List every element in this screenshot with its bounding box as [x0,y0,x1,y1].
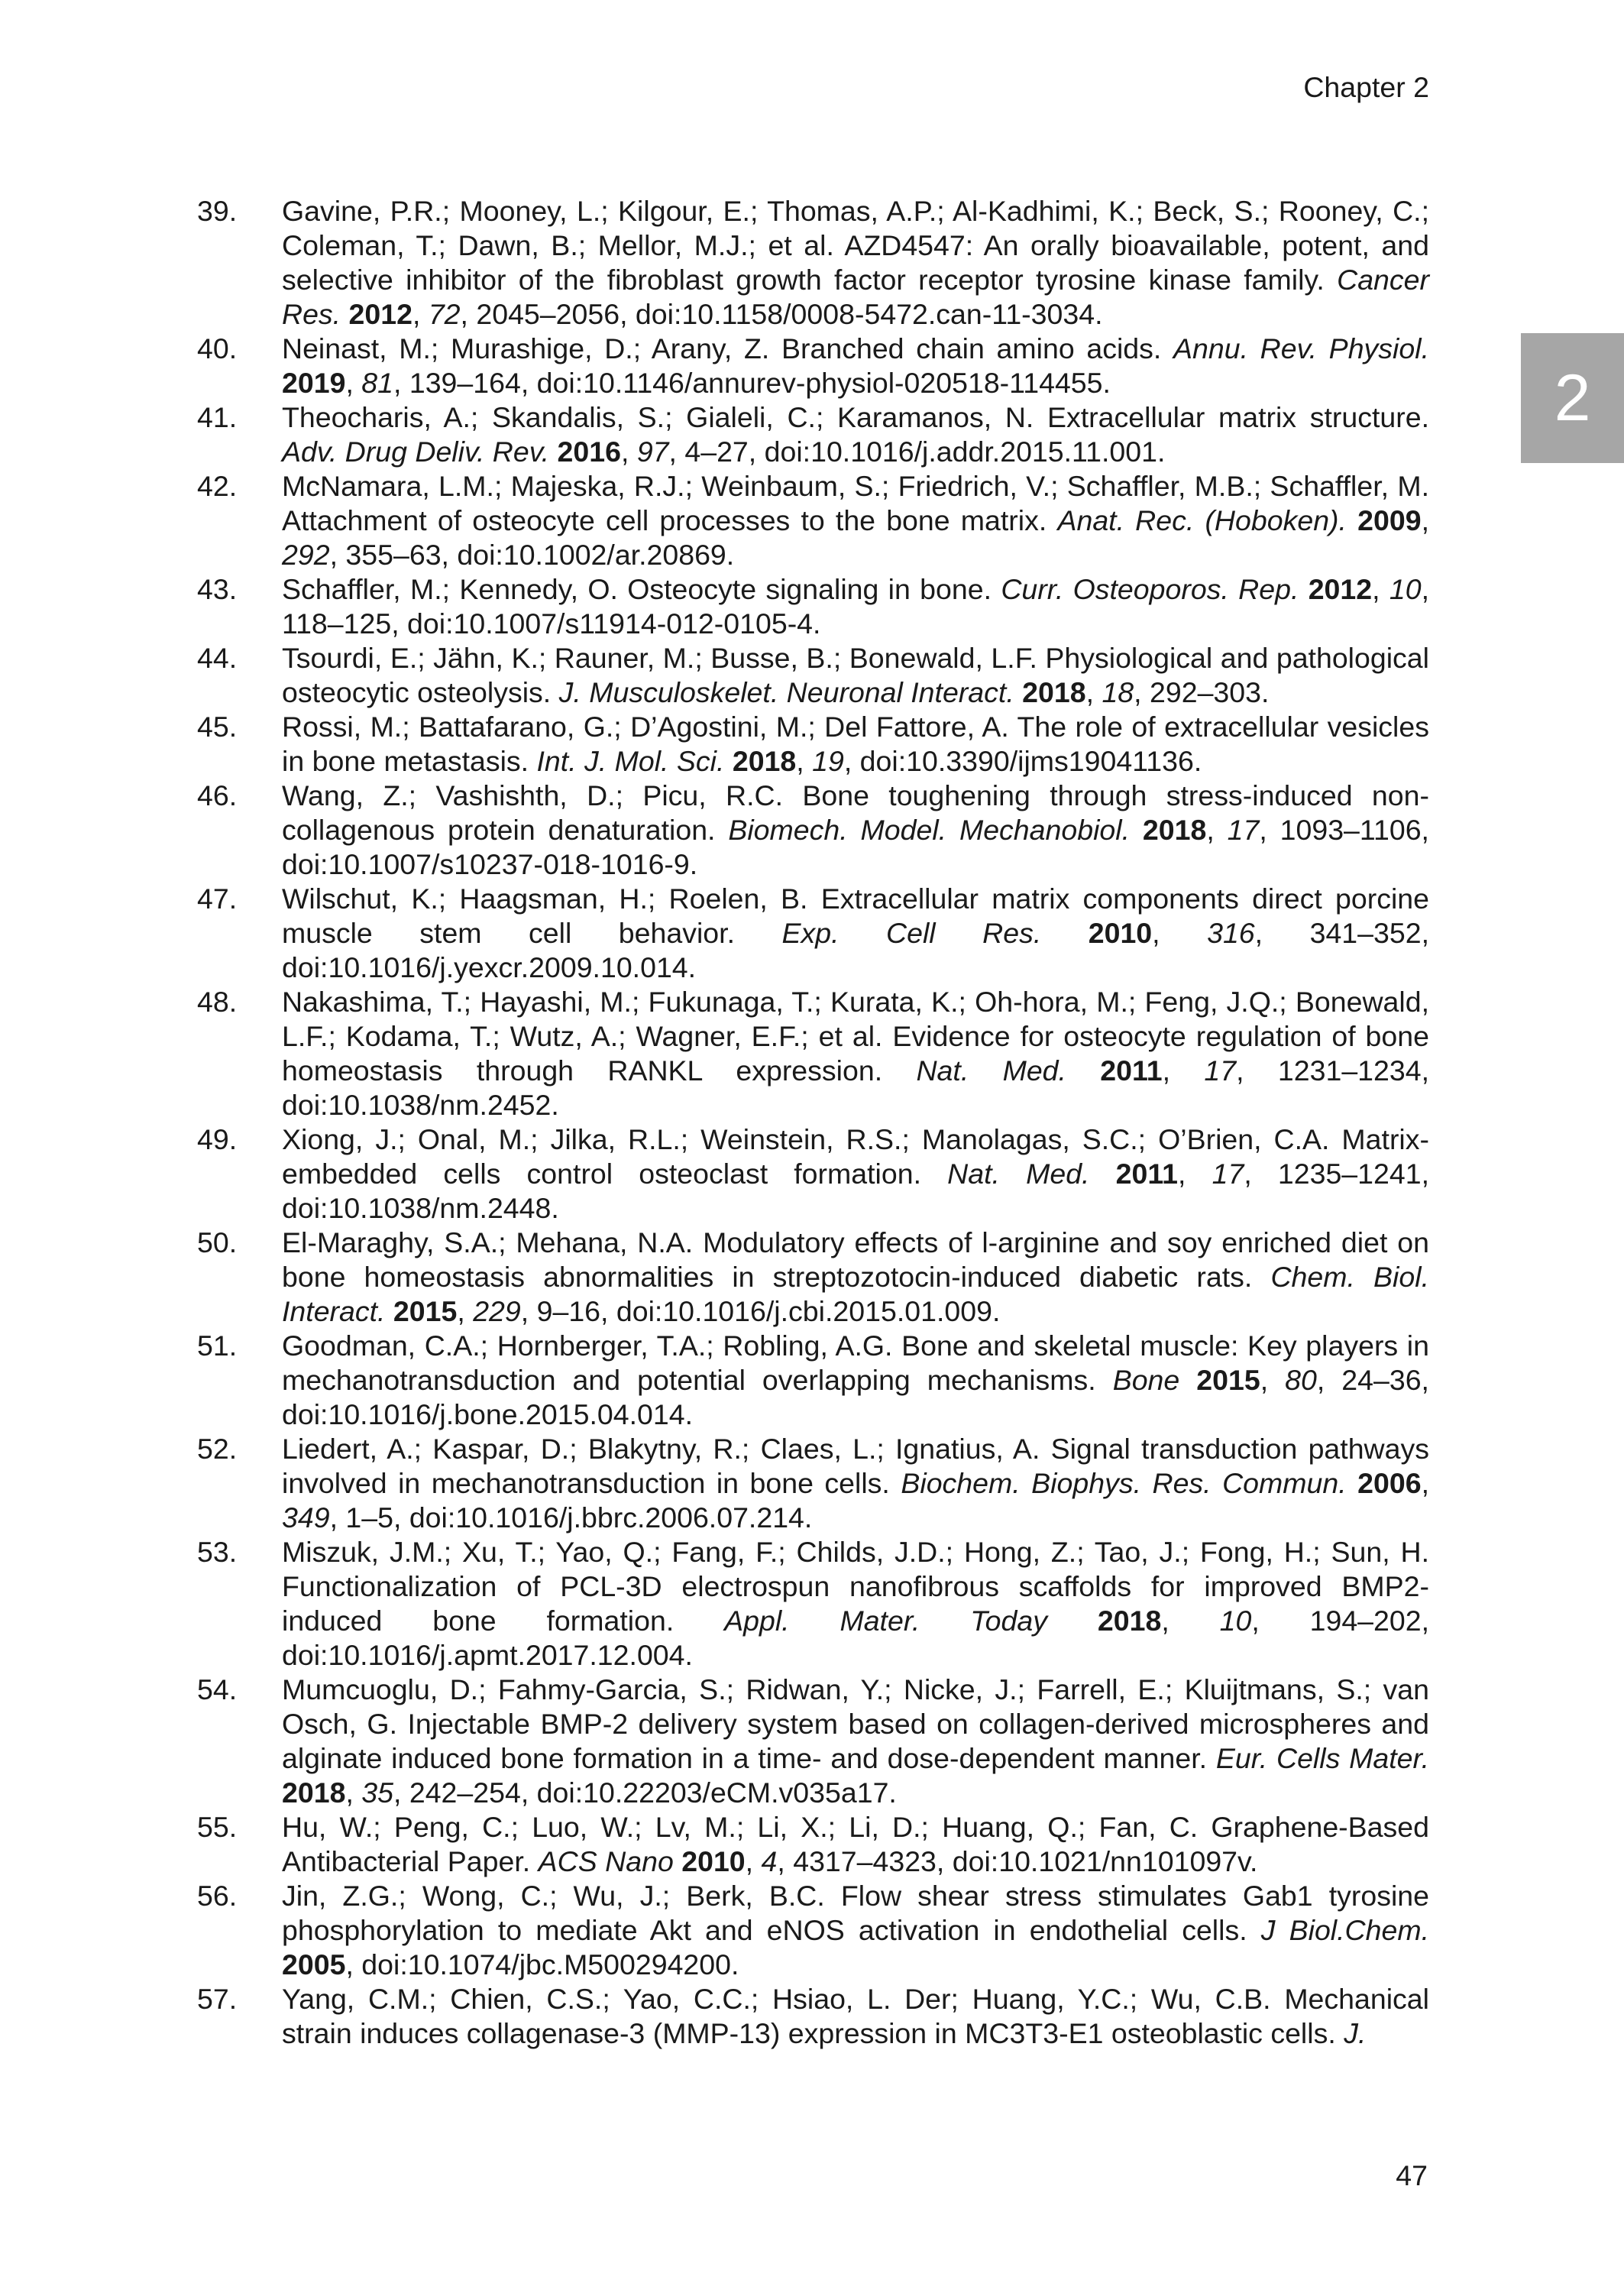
citation-text: , 355–63, doi:10.1002/ar.20869. [329,539,735,571]
reference-citation [282,882,1429,985]
citation-text: , 4317–4323, doi:10.1021/nn101097v. [777,1845,1258,1877]
reference-citation [282,1329,1429,1432]
citation-text: Schaffler, M.; Kennedy, O. Osteocyte signaling in bone. [282,573,1001,605]
citation-text: , 139–164, doi:10.1146/annurev-physiol-020518-114455. [393,367,1111,399]
citation-text: , [796,745,813,777]
reference-number: 55. [197,1811,238,1843]
citation-text [1299,573,1308,605]
reference-item [197,779,1429,882]
reference-item [197,1982,1429,2051]
citation-text: Theocharis, A.; Skandalis, S.; Gialeli, C.; Karamanos, N. Extracellular matrix structure. [282,401,1429,433]
citation-text [1089,1158,1115,1190]
citation-text: , 242–254, doi:10.22203/eCM.v035a17. [393,1776,897,1809]
citation-text: , [345,1776,362,1809]
reference-item [197,194,1429,332]
citation-text: , [1178,1158,1212,1190]
citation-italic: 19 [812,745,844,777]
citation-text: , [1372,573,1389,605]
citation-bold: 2016 [557,436,621,468]
citation-italic: Annu. Rev. Physiol. [1173,332,1429,364]
citation-text: , 1235–1241, doi:10.1038/nm.2448. [282,1158,1430,1224]
citation-text: Hu, W.; Peng, C.; Luo, W.; Lv, M.; Li, X.; Li, D.; Huang, Q.; Fan, C. Graphene-Based Antibacterial Paper. [282,1811,1429,1877]
citation-text [1047,1605,1098,1637]
citation-text: , [1162,1054,1205,1087]
citation-bold: 2011 [1100,1054,1163,1087]
reference-number: 52. [197,1433,238,1465]
citation-text [549,436,557,468]
citation-text: , 4–27, doi:10.1016/j.addr.2015.11.001. [668,436,1166,468]
citation-text: Jin, Z.G.; Wong, C.; Wu, J.; Berk, B.C. Flow shear stress stimulates Gab1 tyrosine phosphorylation to mediate Akt and eNOS activation in endothelial cells. [282,1880,1429,1946]
citation-bold: 2018 [1142,814,1207,846]
citation-text: , [1085,676,1102,708]
citation-italic: Nat. Med. [947,1158,1090,1190]
reference-item [197,1810,1429,1879]
citation-bold: 2009 [1357,504,1422,536]
citation-text: , 194–202, doi:10.1016/j.apmt.2017.12.004. [282,1605,1430,1671]
reference-item [197,1535,1429,1673]
citation-text: Nakashima, T.; Hayashi, M.; Fukunaga, T.; Kurata, K.; Oh-hora, M.; Feng, J.Q.; Bonewald, L.F.; Kodama, T.; Wutz, A.; Wagner, E.F.; et al. Evidence for osteocyte regulation of bone homeostasis through RANKL expression. [282,986,1429,1087]
citation-text: , [1421,504,1429,536]
citation-bold: 2019 [282,367,346,399]
citation-text: , [620,436,637,468]
citation-text: Rossi, M.; Battafarano, G.; D’Agostini, M.; Del Fattore, A. The role of extracellular vesicles in bone metastasis. [282,711,1429,777]
citation-text: Yang, C.M.; Chien, C.S.; Yao, C.C.; Hsiao, L. Der; Huang, Y.C.; Wu, C.B. Mechanical strain induces collagenase-3 (MMP-13) expression in MC3T3-E1 osteoblastic cells. [282,1983,1429,2049]
citation-italic: Biochem. Biophys. Res. Commun. [901,1467,1347,1499]
citation-italic: 80 [1285,1364,1317,1396]
citation-text: Goodman, C.A.; Hornberger, T.A.; Robling, A.G. Bone and skeletal muscle: Key players in mechanotransduction and potential overlapping mechanisms. [282,1329,1429,1396]
reference-number: 40. [197,332,238,364]
reference-citation [282,641,1429,710]
citation-italic: 292 [282,539,330,571]
citation-italic: Cancer Res. [282,264,1429,330]
citation-text: Gavine, P.R.; Mooney, L.; Kilgour, E.; Thomas, A.P.; Al-Kadhimi, K.; Beck, S.; Rooney, C.; Coleman, T.; Dawn, B.; Mellor, M.J.; et al. AZD4547: An orally bioavailable, potent, and selective inhibitor of the fibroblast growth factor receptor tyrosine kinase family. [282,195,1429,296]
citation-italic: 35 [361,1776,393,1809]
citation-text [724,745,732,777]
citation-bold: 2012 [348,298,412,330]
reference-number: 45. [197,711,238,743]
citation-text: McNamara, L.M.; Majeska, R.J.; Weinbaum, S.; Friedrich, V.; Schaffler, M.B.; Schaffler, M. Attachment of osteocyte cell processes to the bone matrix. [282,470,1429,536]
reference-citation [282,572,1429,641]
reference-number: 42. [197,470,238,502]
reference-number: 49. [197,1123,238,1155]
reference-citation [282,1879,1429,1982]
citation-text: , 292–303. [1134,676,1270,708]
citation-text: , 1–5, doi:10.1016/j.bbrc.2006.07.214. [329,1501,813,1534]
citation-italic: 10 [1219,1605,1252,1637]
citation-text [1014,676,1022,708]
citation-text [1066,1054,1100,1087]
citation-italic: Curr. Osteoporos. Rep. [1001,573,1299,605]
reference-item [197,1226,1429,1329]
citation-text [385,1295,393,1327]
reference-number: 56. [197,1880,238,1912]
citation-text [1179,1364,1196,1396]
citation-text: , [1206,814,1228,846]
citation-italic: Bone [1112,1364,1180,1396]
reference-number: 53. [197,1536,238,1568]
reference-citation [282,400,1429,469]
reference-citation [282,710,1429,779]
reference-citation [282,332,1429,400]
citation-text [1347,504,1357,536]
citation-bold: 2006 [1357,1467,1422,1499]
citation-italic: Adv. Drug Deliv. Rev. [282,436,550,468]
reference-citation [282,469,1429,572]
citation-text: El-Maraghy, S.A.; Mehana, N.A. Modulatory effects of l-arginine and soy enriched diet on bone homeostasis abnormalities in streptozotocin-induced diabetic rats. [282,1226,1429,1293]
reference-citation [282,1432,1429,1535]
reference-citation [282,194,1429,332]
citation-bold: 2012 [1308,573,1373,605]
citation-italic: 17 [1212,1158,1244,1190]
reference-citation [282,1673,1429,1810]
citation-bold: 2018 [732,745,797,777]
citation-text: , [457,1295,474,1327]
citation-bold: 2005 [282,1948,346,1980]
reference-citation [282,985,1429,1122]
reference-item [197,710,1429,779]
citation-text [1347,1467,1358,1499]
reference-number: 47. [197,883,238,915]
reference-item [197,1329,1429,1432]
citation-text: , 118–125, doi:10.1007/s11914-012-0105-4. [282,573,1429,640]
citation-italic: Appl. Mater. Today [724,1605,1047,1637]
citation-italic: 349 [282,1501,330,1534]
reference-item [197,882,1429,985]
reference-item [197,400,1429,469]
citation-text: , 2045–2056, doi:10.1158/0008-5472.can-11-3034. [460,298,1103,330]
citation-text: , doi:10.1074/jbc.M500294200. [345,1948,739,1980]
citation-text: Tsourdi, E.; Jähn, K.; Rauner, M.; Busse, B.; Bonewald, L.F. Physiological and pathological osteocytic osteolysis. [282,642,1429,708]
reference-item [197,572,1429,641]
citation-text: , 24–36, doi:10.1016/j.bone.2015.04.014. [282,1364,1429,1430]
reference-number: 51. [197,1329,238,1362]
citation-text [674,1845,681,1877]
citation-italic: 18 [1102,676,1134,708]
citation-italic: 17 [1204,1054,1237,1087]
citation-text: Mumcuoglu, D.; Fahmy-Garcia, S.; Ridwan, Y.; Nicke, J.; Farrell, E.; Kluijtmans, S.; van Osch, G. Injectable BMP-2 delivery system based on collagen-derived microspheres and alginate induced bone formation in a time- and dose-dependent manner. [282,1673,1429,1774]
reference-list [197,194,1429,2051]
citation-italic: ACS Nano [538,1845,674,1877]
reference-item [197,1432,1429,1535]
citation-italic: Anat. Rec. (Hoboken). [1057,504,1347,536]
citation-italic: 229 [473,1295,521,1327]
reference-item [197,469,1429,572]
citation-text: Wang, Z.; Vashishth, D.; Picu, R.C. Bone toughening through stress-induced non-collagenous protein denaturation. [282,779,1429,846]
citation-italic: 81 [361,367,393,399]
citation-bold: 2018 [282,1776,346,1809]
reference-citation [282,1226,1429,1329]
reference-item [197,985,1429,1122]
citation-text: Xiong, J.; Onal, M.; Jilka, R.L.; Weinstein, R.S.; Manolagas, S.C.; O’Brien, C.A. Matrix-embedded cells control osteoclast formation. [282,1123,1429,1190]
reference-citation [282,1122,1429,1226]
chapter-side-tab [1521,333,1624,463]
citation-text: , 9–16, doi:10.1016/j.cbi.2015.01.009. [520,1295,1001,1327]
citation-bold: 2015 [393,1295,458,1327]
reference-citation [282,1535,1429,1673]
reference-item [197,1879,1429,1982]
citation-italic: 72 [428,298,461,330]
citation-text: , [345,367,362,399]
citation-bold: 2011 [1115,1158,1179,1190]
citation-text: , [1421,1467,1429,1499]
citation-italic: Eur. Cells Mater. [1215,1742,1430,1774]
citation-text: , [745,1845,762,1877]
citation-italic: Exp. Cell Res. [781,917,1042,949]
reference-number: 48. [197,986,238,1018]
citation-italic: 316 [1207,917,1255,949]
citation-text [1041,917,1089,949]
reference-number: 44. [197,642,238,674]
citation-text: Neinast, M.; Murashige, D.; Arany, Z. Branched chain amino acids. [282,332,1173,364]
citation-bold: 2010 [681,1845,746,1877]
citation-text: , [412,298,429,330]
reference-number: 46. [197,779,238,811]
reference-citation [282,1810,1429,1879]
reference-item [197,1122,1429,1226]
citation-italic: J. [1344,2017,1367,2049]
citation-text: , [1161,1605,1220,1637]
citation-italic: Int. J. Mol. Sci. [536,745,725,777]
citation-text: Liedert, A.; Kaspar, D.; Blakytny, R.; Claes, L.; Ignatius, A. Signal transduction pathways involved in mechanotransduction in bone cells. [282,1433,1429,1499]
citation-italic: Chem. Biol. Interact. [282,1261,1429,1327]
citation-italic: 4 [761,1845,778,1877]
citation-italic: 97 [636,436,669,468]
chapter-header: Chapter 2 [1303,71,1429,103]
citation-bold: 2010 [1088,917,1153,949]
citation-bold: 2018 [1022,676,1086,708]
citation-text: , 1231–1234, doi:10.1038/nm.2452. [282,1054,1430,1121]
reference-citation [282,1982,1429,2051]
citation-italic: Nat. Med. [916,1054,1066,1087]
reference-item [197,332,1429,400]
citation-text [1130,814,1143,846]
citation-text: , [1260,1364,1286,1396]
reference-citation [282,779,1429,882]
citation-text: Wilschut, K.; Haagsman, H.; Roelen, B. Extracellular matrix components direct porcine muscle stem cell behavior. [282,883,1429,949]
citation-text: Miszuk, J.M.; Xu, T.; Yao, Q.; Fang, F.; Childs, J.D.; Hong, Z.; Tao, J.; Fong, H.; Sun, H. Functionalization of PCL-3D electrospun nanofibrous scaffolds for improved BMP2-induced bone formation. [282,1536,1429,1637]
reference-number: 57. [197,1983,238,2015]
reference-item [197,641,1429,710]
citation-italic: Biomech. Model. Mechanobiol. [728,814,1131,846]
chapter-side-tab-label: 2 [1554,361,1591,435]
reference-number: 43. [197,573,238,605]
reference-item [197,1673,1429,1810]
citation-text: , 341–352, doi:10.1016/j.yexcr.2009.10.014. [282,917,1429,983]
citation-text: , doi:10.3390/ijms19041136. [843,745,1202,777]
reference-number: 54. [197,1673,238,1705]
reference-number: 39. [197,195,238,227]
citation-italic: J Biol.Chem. [1260,1914,1430,1946]
citation-text [341,298,348,330]
page-number: 47 [1396,2159,1428,2191]
reference-number: 50. [197,1226,238,1258]
citation-text: , [1152,917,1208,949]
reference-number: 41. [197,401,238,433]
citation-italic: 10 [1389,573,1422,605]
citation-bold: 2018 [1097,1605,1162,1637]
citation-bold: 2015 [1196,1364,1260,1396]
citation-italic: 17 [1227,814,1260,846]
citation-italic: J. Musculoskelet. Neuronal Interact. [558,676,1014,708]
citation-text: , 1093–1106, doi:10.1007/s10237-018-1016-9. [282,814,1429,880]
